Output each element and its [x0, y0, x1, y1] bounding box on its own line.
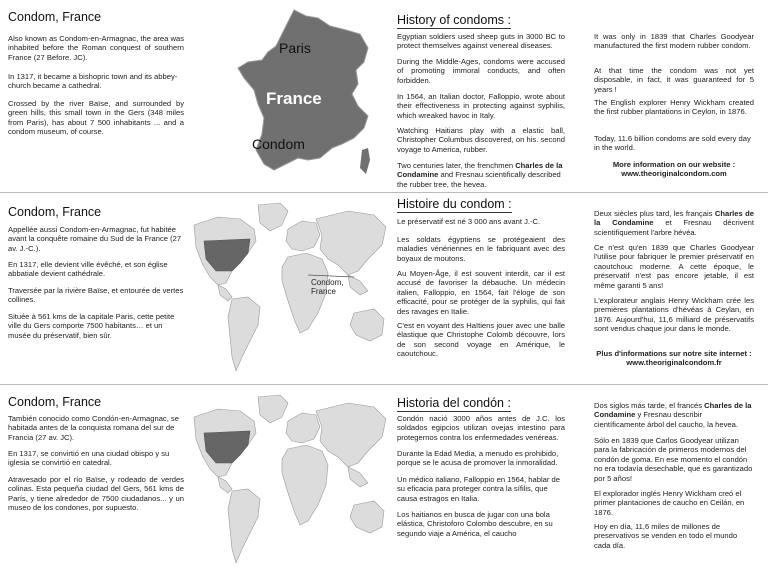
french-panel [0, 193, 768, 384]
greenland-shape [258, 395, 288, 423]
es-left-title: Condom, France [8, 395, 102, 409]
en-history-title: History of condoms : [397, 13, 511, 27]
en-map-condom-label: Condom [252, 136, 305, 152]
fr-c2-p1 [594, 209, 754, 237]
es-c2-p1 [594, 401, 754, 429]
fr-more-info-label: Plus d'informations sur notre site internet : [596, 349, 752, 358]
spanish-panel [0, 385, 768, 576]
en-left-title: Condom, France [8, 10, 102, 24]
en-c1-p1: Egyptian soldiers used sheep guts in 3000 BC to protect themselves against venereal diseases. [397, 32, 565, 51]
fr-left-p3: Traversée par la rivière Baïse, et entourée de vertes collines. [8, 286, 184, 305]
en-c2-p1: It was only in 1839 that Charles Goodyear manufactured the first modern rubber condom. [594, 32, 754, 51]
fr-c1-p4: C'est en voyant des Haïtiens jouer avec une balle élastique que Christophe Colomb découvre, lors de son second voyage en Amérique, le caoutchouc. [397, 321, 565, 359]
es-c2-p3: El explorador inglés Henry Wickham creó el primer plantaciones de caucho en Ceilán, en 1876. [594, 489, 745, 517]
es-c1-p3: Un médico italiano, Falloppio en 1564, hablar de su eficacia para proteger contra la sífilis, que causa estragos en Italia. [397, 475, 560, 503]
europe-shape [286, 413, 320, 443]
fr-website-link[interactable]: www.theoriginalcondom.fr [626, 358, 722, 368]
es-c2-p1-a: Dos siglos más tarde, el francés [594, 401, 705, 410]
fr-c2-p1-a: Deux siècles plus tard, les français [594, 209, 715, 218]
en-c1-p5 [397, 161, 565, 189]
en-left-p1: Also known as Condom-en-Armagnac, the area was inhabited before the Roman conquest of southern France (27 Before. JC). [8, 34, 184, 62]
es-history-title: Historia del condón : [397, 396, 511, 410]
africa-shape [282, 445, 328, 525]
fr-c2-p1-c: et Fresnau décrivent scientifiquement l'arbre hévéa. [594, 218, 754, 237]
asia-shape [316, 403, 386, 467]
fr-c1-p3: Au Moyen-Âge, il est souvent interdit, car il est accusé de favoriser la débauche. Un médecin italien, Falloppio, en 1564, fait l'éloge de son efficacité, pour se protéger de la syphilis, qui fait des ravages en Italie. [397, 269, 565, 316]
fr-more-info [594, 349, 754, 368]
en-map-france-label: France [266, 89, 322, 108]
central-america-shape [218, 285, 232, 301]
fr-c1-p1: Le préservatif est né 3 000 ans avant J.-C. [397, 217, 541, 226]
es-left-p2: En 1317, se convirtió en una ciudad obispo y su iglesia se convirtió en catedral. [8, 449, 170, 468]
fr-c2-p2: Ce n'est qu'en 1839 que Charles Goodyear l'utilise pour fabriquer le premier préservatif en caoutchouc moderne. A cette époque, le préservatif n'est pas encore jetable, il est même garanti 5 ans! [594, 243, 754, 290]
fr-left-p1: Appellée aussi Condom-en-Armagnac, fut habitée avant la conquête romaine du Sud de la France (27 av. J.-C.). [8, 225, 182, 253]
south-america-shape [228, 489, 260, 563]
southeast-asia-shape [348, 275, 368, 295]
en-c1-p2: During the Middle-Ages, condoms were accused of promoting immoral conducts, and often forbidden. [397, 57, 565, 85]
central-america-shape [218, 477, 232, 493]
world-map-fr [188, 201, 388, 379]
corsica-shape [360, 148, 370, 174]
greenland-shape [258, 203, 288, 231]
es-c2-p1-c: y Fresnau describir científicamente árbol del caucho, la hevea. [594, 410, 738, 429]
fr-left-p4: Située à 561 kms de la capitale Paris, cette petite ville du Gers comporte 7500 habitants… et un musée du préservatif, bien sûr. [8, 312, 175, 340]
fr-left-title: Condom, France [8, 205, 102, 219]
es-c1-p2: Durante la Edad Media, a menudo es prohibido, porque se le acusa de promover la inmoralidad. [397, 449, 559, 468]
es-c1-p4: Los haitianos en busca de jugar con una bola elástica, Christoforo Colombo descubre, en su segundo viaje a América, el caucho [397, 510, 553, 538]
en-c1-p4: Watching Haitians play with a elastic ball, Christopher Columbus discovered, on his. second voyage to America, rubber. [397, 126, 565, 154]
en-more-info [594, 160, 754, 179]
australia-shape [350, 501, 384, 533]
fr-history-title: Histoire du condom : [397, 197, 512, 211]
europe-shape [286, 221, 320, 251]
es-c2-p4: Hoy en día, 11,6 miles de millones de preservativos se venden en todo el mundo cada día. [594, 522, 738, 550]
es-left-p3: Atravesado por el río Baïse, y rodeado de verdes colinas. Esta pequeña ciudad del Gers, 561 kms de París, y tiene alrededor de 7500 ciudadanos... y un museo de los condones, por supuesto. [8, 475, 184, 513]
fr-map-label: Condom, France [311, 278, 344, 296]
en-c2-p3: The English explorer Henry Wickham created the first rubber plantations in Ceylon, in 1876. [594, 98, 754, 117]
en-map-paris-label: Paris [279, 40, 311, 56]
en-c1-p5-b: Charles de la Condamine [397, 161, 563, 180]
southeast-asia-shape [348, 467, 368, 487]
en-c2-p2: At that time the condom was not yet disposable, in fact, it was guaranteed for 5 years ! [594, 66, 754, 94]
fr-c2-p1-b: Charles de la Condamine [594, 209, 754, 228]
es-c2-p2: Sólo en 1839 que Carlos Goodyear utilizan para la fabricación de primeros modernos del condón de goma. En ese momento el condón no era todavía desechable, que es garantizado por 5 años! [594, 436, 753, 483]
en-left-p2: In 1317, it became a bishopric town and its abbey-church became a cathedral. [8, 72, 178, 91]
en-c2-p4: Today, 11.6 billion condoms are sold every day in the world. [594, 134, 751, 153]
es-left-p1: También conocido como Condón-en-Armagnac, se habitada antes de la conquista romana del sur de Francia (27 av. JC). [8, 414, 179, 442]
australia-shape [350, 309, 384, 341]
fr-left-p2: En 1317, elle devient ville évêché, et son église abbatiale devient cathédrale. [8, 260, 168, 279]
world-map-es [188, 393, 388, 571]
es-c1-p1: Condón nació 3000 años antes de J.C. los soldados egipcios utilizan ovejas intestino para protegernos contra los enfermedades venéreas. [397, 414, 565, 442]
en-left-p3: Crossed by the river Baïse, and surrounded by green hills, this small town in the Gers (348 miles from Paris), has about 7 500 inhabitants ... and a condom museum, of course. [8, 99, 184, 137]
south-america-shape [228, 297, 260, 371]
es-c2-p1-b: Charles de la Condamine [594, 401, 752, 420]
en-c1-p5-c: and Fresnau scientifically described the rubber tree, the hevea. [397, 170, 561, 189]
asia-shape [316, 211, 386, 275]
en-c1-p5-a: Two centuries later, the frenchmen [397, 161, 516, 170]
en-c1-p3: In 1564, an Italian doctor, Falloppio, wrote about their effectiveness in protecting against syphilis, which wreaked havoc in Italy. [397, 92, 565, 120]
fr-c1-p2: Les soldats égyptiens se protégeaient des maladies vénériennes en le fabriquant avec des boyaux de moutons. [397, 235, 565, 263]
english-panel [0, 0, 768, 192]
fr-c2-p3: L'explorateur anglais Henry Wickham crée les premières plantations d'hévéas à Ceylan, en 1876. Aujourd'hui, 11,6 milliard de préservatifs sont vendus chaque jour dans le monde. [594, 296, 754, 334]
en-website-link[interactable]: www.theoriginalcondom.com [621, 169, 727, 179]
en-more-info-label: More information on our website : [612, 160, 736, 169]
